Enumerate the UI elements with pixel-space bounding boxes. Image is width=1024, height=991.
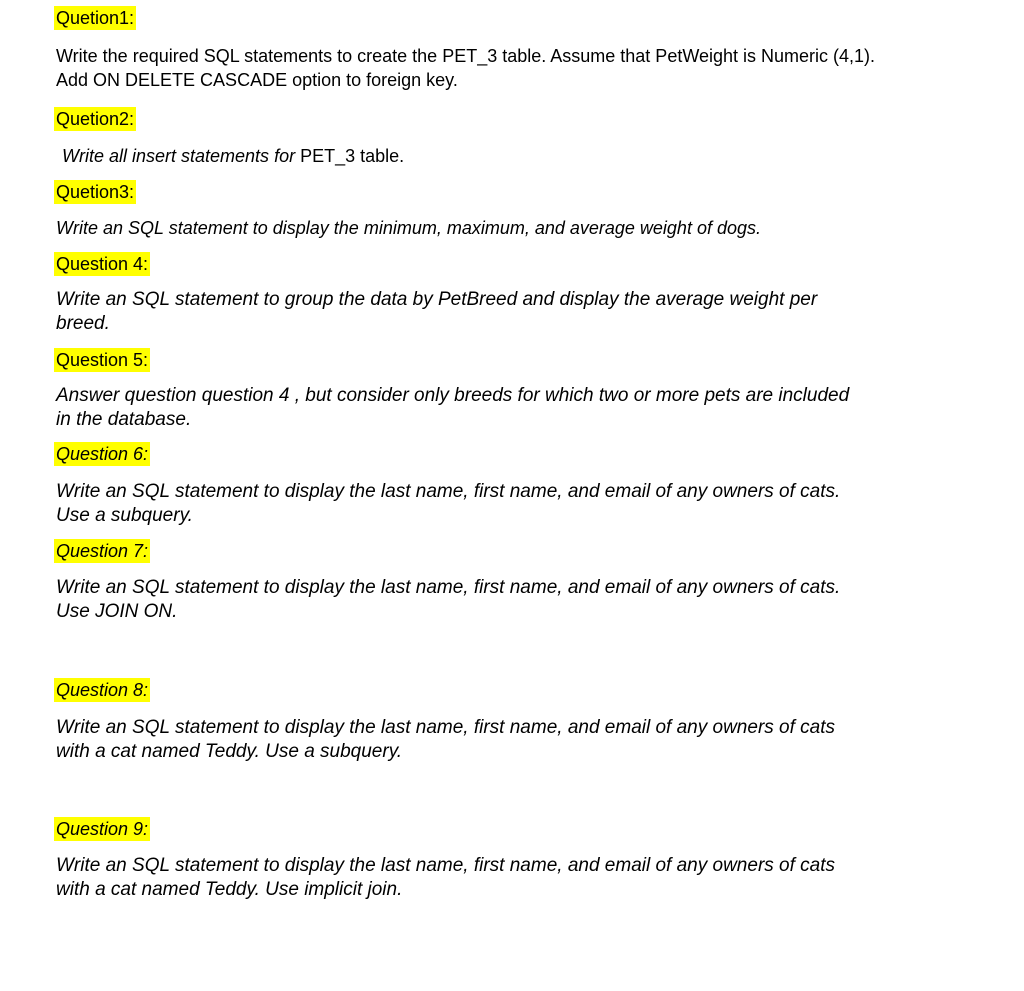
question-2-line-italic: Write all insert statements for [62, 146, 296, 166]
question-5-line-2: in the database. [56, 409, 192, 430]
question-7-line-2: Use JOIN ON. [56, 601, 178, 622]
question-4-line-2: breed. [56, 313, 110, 334]
question-4-heading: Question 4: [56, 254, 149, 274]
question-9-text [56, 854, 956, 902]
question-5-text [56, 384, 956, 432]
question-1-heading: Quetion1: [56, 8, 135, 28]
question-1-text [56, 44, 956, 92]
question-3-heading: Quetion3: [56, 182, 135, 202]
question-2-text [62, 144, 962, 168]
question-7-heading: Question 7: [56, 541, 149, 561]
question-8-text [56, 716, 956, 764]
question-9-line-2: with a cat named Teddy. Use implicit join. [56, 879, 403, 900]
question-1-line-1: Write the required SQL statements to create the PET_3 table. Assume that PetWeight is Numeric (4,1). [56, 46, 876, 66]
question-6-text [56, 480, 956, 528]
question-7-text [56, 576, 956, 624]
question-8-line-2: with a cat named Teddy. Use a subquery. [56, 741, 403, 762]
question-6-line-1: Write an SQL statement to display the last name, first name, and email of any owners of cats. [56, 481, 841, 502]
question-4-text [56, 288, 956, 336]
question-9-heading: Question 9: [56, 819, 149, 839]
question-3-line-1: Write an SQL statement to display the minimum, maximum, and average weight of dogs. [56, 218, 761, 238]
question-1-line-2: Add ON DELETE CASCADE option to foreign key. [56, 70, 458, 90]
question-6-heading: Question 6: [56, 444, 149, 464]
question-2-heading: Quetion2: [56, 109, 135, 129]
question-9-line-1: Write an SQL statement to display the last name, first name, and email of any owners of cats [56, 855, 836, 876]
question-2-line-normal: PET_3 table. [295, 146, 405, 166]
question-7-line-1: Write an SQL statement to display the last name, first name, and email of any owners of cats. [56, 577, 841, 598]
question-6-line-2: Use a subquery. [56, 505, 193, 526]
question-4-line-1: Write an SQL statement to group the data by PetBreed and display the average weight per [56, 289, 818, 310]
question-3-text [56, 216, 956, 240]
question-5-line-1: Answer question question 4 , but consider only breeds for which two or more pets are included [56, 385, 850, 406]
question-8-heading: Question 8: [56, 680, 149, 700]
question-5-heading: Question 5: [56, 350, 149, 370]
question-8-line-1: Write an SQL statement to display the last name, first name, and email of any owners of cats [56, 717, 836, 738]
